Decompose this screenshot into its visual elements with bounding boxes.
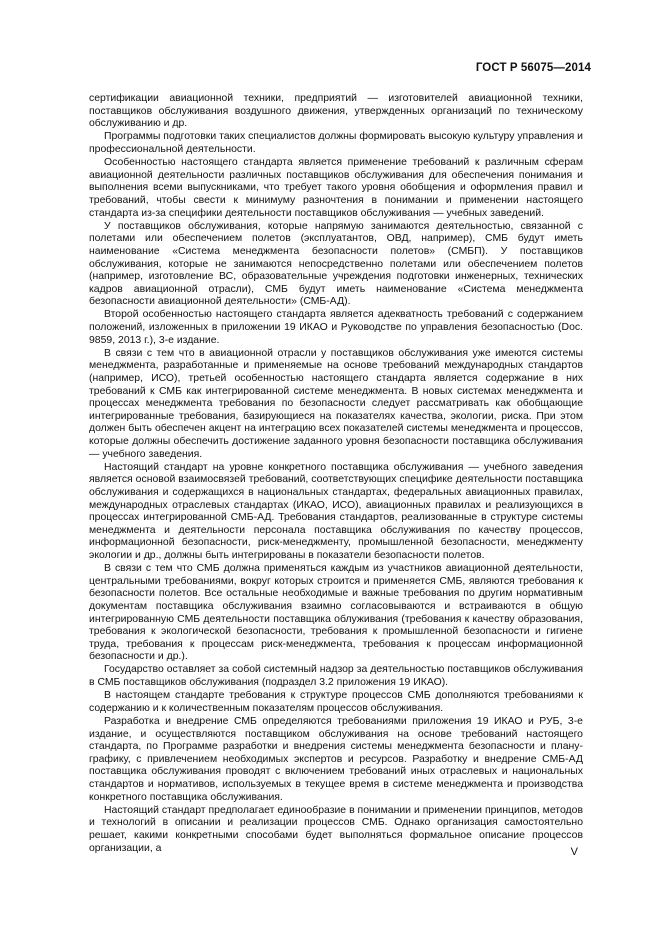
document-body [89, 93, 583, 856]
paragraph: В связи с тем что в авиационной отрасли у поставщиков обслуживания уже имеются системы менеджмента, разработанные и применяемые на основе требований международных стандартов (например, ИСО), третьей особенностью настоящего стандарта является содержание в них требований к СМБ как интегрированной системе менеджмента. В новых системах менеджмента и процессах менеджмента требования по безопасности следует рассматривать как обобщающие интегрированные требования, базирующиеся на показателях качества, экологии, риска. При этом должен быть обеспечен акцент на интеграцию всех показателей системы менеджмента и процессов, которые должны обеспечить достижение заданного уровня безопасности поставщика обслуживания — учебного заведения. [89, 347, 583, 460]
paragraph: сертификации авиационной техники, предприятий — изготовителей авиационной техники, поставщиков обслуживания воздушного движения, утвержденных организаций по техническому обслуживанию и др. [89, 93, 583, 130]
paragraph: Государство оставляет за собой системный надзор за деятельностью поставщиков обслуживания в СМБ поставщиков обслуживания (подраздел 3.2 приложения 19 ИКАО). [89, 664, 583, 689]
page-number: V [570, 846, 578, 858]
paragraph: Разработка и внедрение СМБ определяются требованиями приложения 19 ИКАО и РУБ, 3-е издание, и осуществляются поставщиком обслуживания на основе требований настоящего стандарта, по Программе разработки и внедрения системы менеджмента безопасности и плану-графику, с привлечением необходимых экспертов и ресурсов. Разработку и внедрение СМБ-АД поставщика обслуживания проводят с включением требований иных отраслевых и национальных стандартов и нормативов, используемых в текущее время в системе менеджмента и производства конкретного поставщика обслуживания. [89, 716, 583, 803]
paragraph: Настоящий стандарт на уровне конкретного поставщика обслуживания — учебного заведения является основой взаимосвязей требований, соответствующих специфике деятельности поставщика обслуживания и содержащихся в национальных стандартах, федеральных авиационных правилах, международных отраслевых стандартах (ИКАО, ИСО), авиационных правилах и реализующихся в процессах интегрированной СМБ-АД. Требования стандартов, реализованные в структуре системы менеджмента и деятельности персонала поставщика обслуживания по качеству процессов, информационной безопасности, риск-менеджменту, промышленной безопасности, менеджменту экологии и др., должны быть интегрированы в показатели безопасности полетов. [89, 461, 583, 561]
paragraph: Второй особенностью настоящего стандарта является адекватность требований с содержанием положений, изложенных в приложении 19 ИКАО и Руководстве по управления безопасностью (Doc. 9859, 2013 г.), 3-е издание. [89, 309, 583, 346]
document-id: ГОСТ Р 56075—2014 [475, 62, 591, 74]
paragraph: В связи с тем что СМБ должна применяться каждым из участников авиационной деятельности, центральными требованиями, вокруг которых строится и применяется СМБ, являются требования к безопасности полетов. Все остальные необходимые и важные требования по другим нормативным документам поставщика обслуживания взаимно согласовываются и встраиваются в общую интегрированную СМБ деятельности поставщика облуживания (требования к качеству образования, требования к экологической безопасности, требования к промышленной безопасности и гигиене труда, требования к процессам риск-менеджмента, требования к процессам информационной безопасности и др.). [89, 563, 583, 663]
paragraph: Настоящий стандарт предполагает единообразие в понимании и применении принципов, методов и технологий в описании и реализации процессов СМБ. Однако организация самостоятельно решает, какими конкретными способами будет выполняться формальное описание процессов организации, а [89, 804, 583, 854]
paragraph: У поставщиков обслуживания, которые напрямую занимаются деятельностью, связанной с полетами или обеспечением полетов (эксплуатантов, ОВД, например), СМБ будут иметь наименование «Система менеджмента безопасности полетов» (СМБП). У поставщиков обслуживания, которые не занимаются непосредственно полетами или обеспечением полетов (например, изготовление ВС, образовательные учреждения подготовки инженерных, технических кадров авиационной отрасли), СМБ будут иметь наименование «Система менеджмента безопасности авиационной деятельности» (СМБ-АД). [89, 220, 583, 308]
paragraph: Особенностью настоящего стандарта является применение требований к различным сферам авиационной деятельности различных поставщиков обслуживания для обеспечения понимания и выполнения всеми выпускниками, что требует такого уровня обобщения и оформления правил и требований, чтобы свести к минимуму разночтения в понимании и применении настоящего стандарта из-за специфики деятельности поставщиков обслуживания — учебных заведений. [89, 157, 583, 219]
paragraph: Программы подготовки таких специалистов должны формировать высокую культуру управления и профессиональной деятельности. [89, 131, 583, 155]
paragraph: В настоящем стандарте требования к структуре процессов СМБ дополняются требованиями к содержанию и к количественным показателям процессов обслуживания. [89, 690, 583, 714]
